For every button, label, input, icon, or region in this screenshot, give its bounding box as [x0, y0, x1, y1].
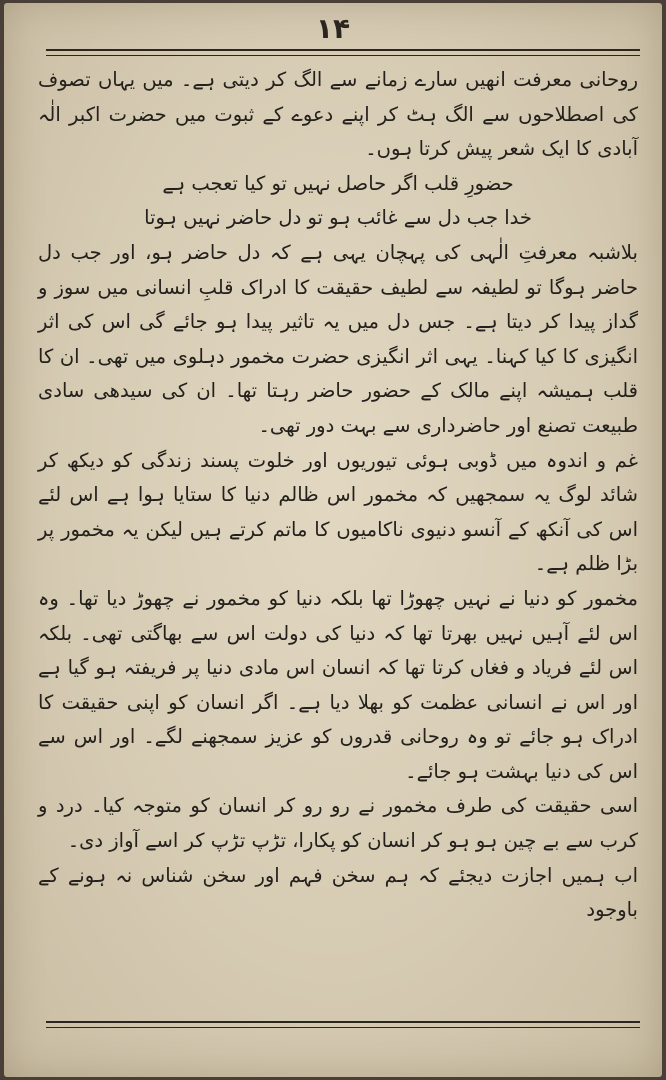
- page-number: ۱۴: [315, 12, 351, 45]
- header-rule-top: [46, 49, 640, 51]
- verse-line: خدا جب دل سے غائب ہو تو دل حاضر نہیں ہوتا: [144, 206, 532, 230]
- paragraph: مخمور کو دنیا نے نہیں چھوڑا تھا بلکہ دنیا کو مخمور نے چھوڑ دیا تھا۔ وہ اس لئے آہیں نہیں بھرتا تھا کہ دنیا کی دولت اس سے بھاگتی تھی۔ بلکہ اس لئے فریاد و فغاں کرتا تھا کہ انسان اس مادی دنیا پر فریفتہ ہو گیا ہے اور اس نے انسانی عظمت کو بھلا دیا ہے۔ اگر انسان کو اپنی حقیقت کا ادراک ہو جائے تو وہ روحانی قدروں کو عزیز سمجھنے لگے۔ اور اس سے اس کی دنیا بہشت ہو جائے۔: [38, 586, 638, 783]
- book-page: [4, 3, 662, 1077]
- footer-rule-bottom: [46, 1027, 640, 1028]
- paragraph: بلاشبہ معرفتِ الٰہی کی پہچان یہی ہے کہ دل حاضر ہو، اور جب دل حاضر ہوگا تو لطیفہ سے لطیف حقیقت کا ادراک قلبِ انسانی میں سوز و گداز پیدا کر دیتا ہے۔ جس دل میں یہ تاثیر پیدا ہو جائے گی اس کی اثر انگیزی کا کیا کہنا۔ یہی اثر انگیزی حضرت مخمور دہلوی میں تھی۔ ان کا قلب ہمیشہ اپنے مالک کے حضور حاضر رہتا تھا۔ ان کی سیدھی سادی طبیعت تصنع اور حاضرداری سے بہت دور تھی۔: [38, 240, 638, 437]
- paragraph: روحانی معرفت انھیں سارے زمانے سے الگ کر دیتی ہے۔ میں یہاں تصوف کی اصطلاحوں سے الگ ہٹ کر اپنے دعوے کے ثبوت میں حضرت اکبر الٰہ آبادی کا ایک شعر پیش کرتا ہوں۔: [38, 68, 638, 161]
- paragraph: اب ہمیں اجازت دیجئے کہ ہم سخن فہم اور سخن شناس نہ ہونے کے باوجود: [38, 863, 638, 922]
- verse-line: حضورِ قلب اگر حاصل نہیں تو کیا تعجب ہے: [162, 171, 514, 195]
- paragraph: اسی حقیقت کی طرف مخمور نے رو رو کر انسان کو متوجہ کیا۔ درد و کرب سے بے چین ہو ہو کر انسان کو پکارا، تڑپ تڑپ کر اسے آواز دی۔: [38, 794, 638, 853]
- header-rule-bottom: [46, 55, 640, 56]
- paragraph: غم و اندوہ میں ڈوبی ہوئی تیوریوں اور خلوت پسند زندگی کو دیکھ کر شائد لوگ یہ سمجھیں کہ مخمور اس ظالم دنیا کا ستایا ہوا ہے اس لئے اس کی آنکھ کے آنسو دنیوی ناکامیوں کا ماتم کرتے ہیں لیکن یہ مخمور پر بڑا ظلم ہے۔: [38, 448, 638, 576]
- footer-rule-top: [46, 1021, 640, 1023]
- body-text: [38, 63, 638, 928]
